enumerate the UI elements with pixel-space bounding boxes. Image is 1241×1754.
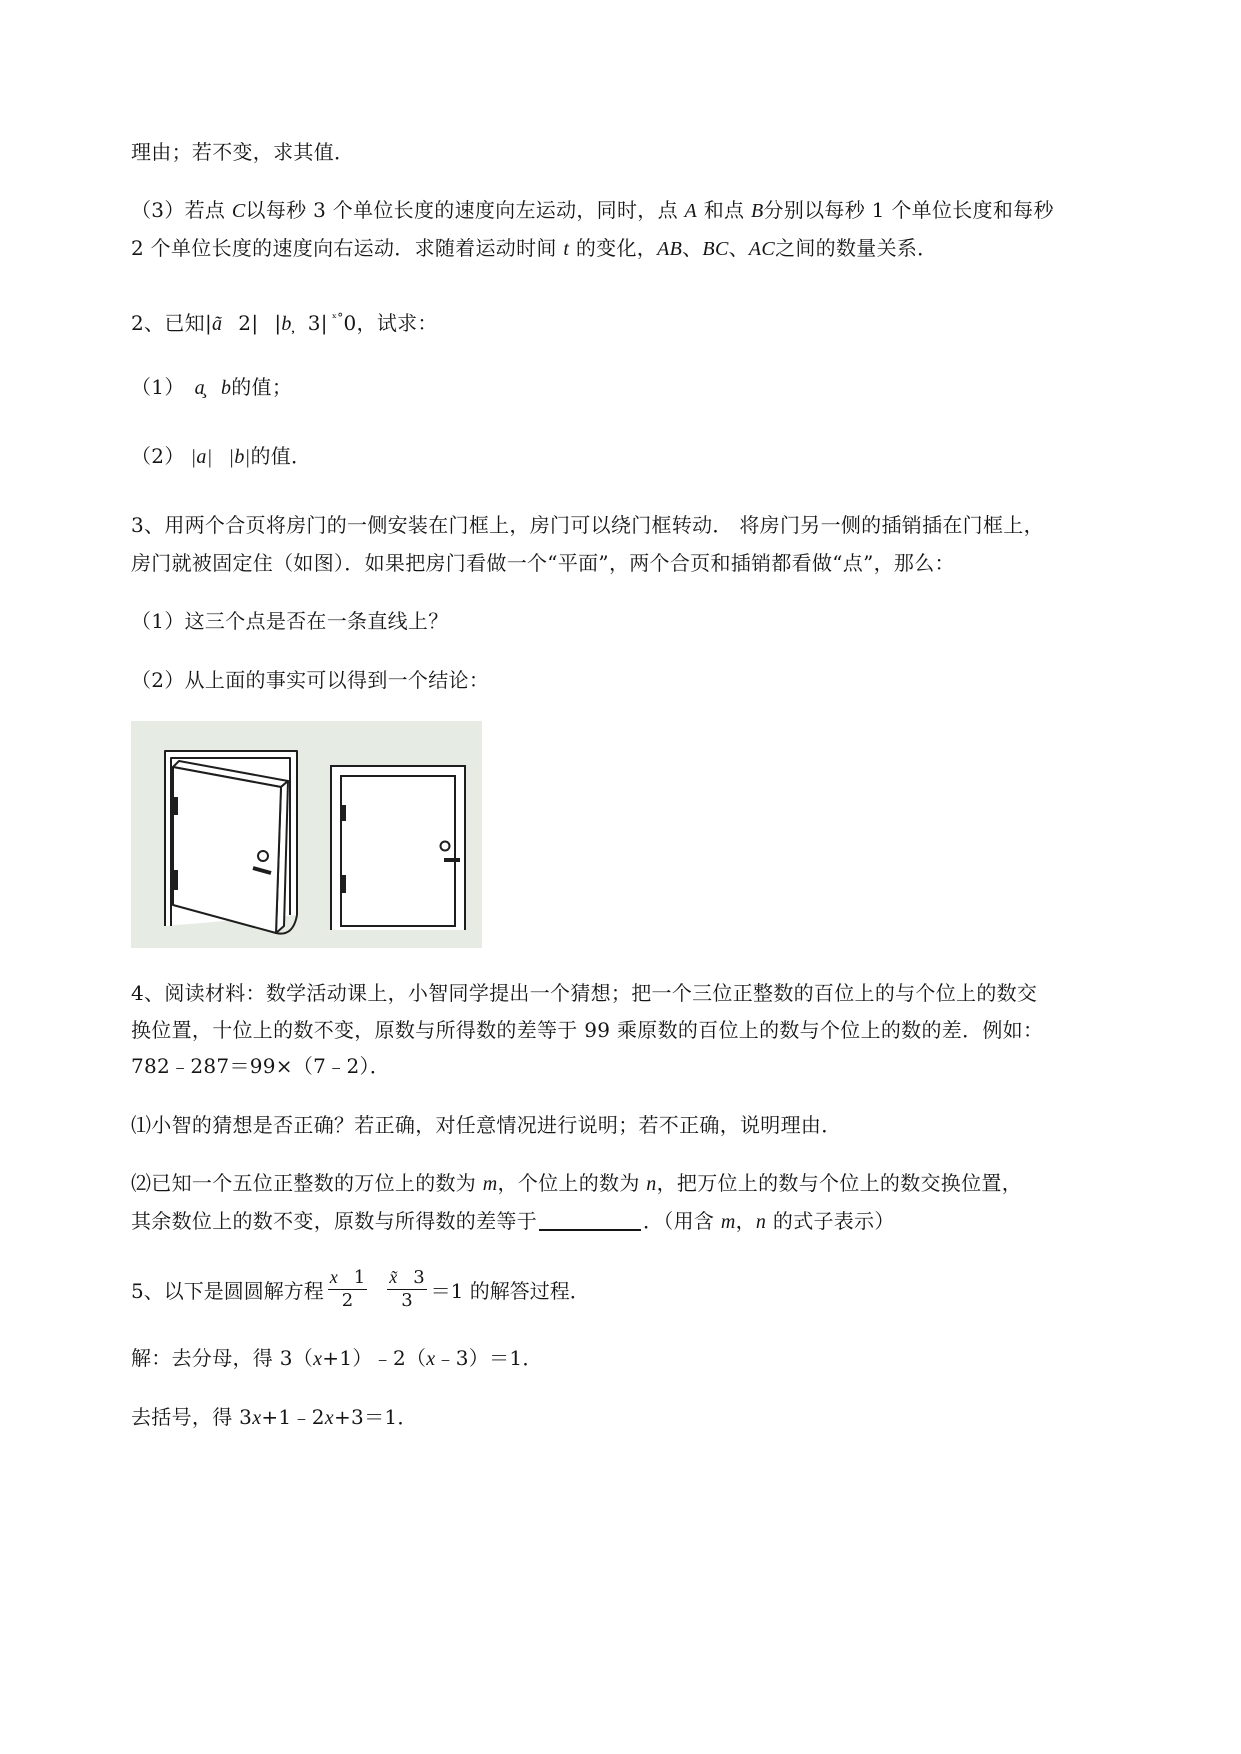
example-equation: 782﹣287＝99×（7﹣2）． [131,1054,391,1078]
text: 其余数位上的数不变，原数与所得数的差等于 [131,1209,537,1233]
hinge-bottom [341,875,346,893]
door-figure [131,721,482,948]
text: ⑵已知一个五位正整数的万位上的数为 [131,1171,483,1195]
fraction-denominator: 3 [401,1290,413,1311]
var-t: t [563,238,570,260]
formula-mark: ˣ° [331,311,344,325]
part-label: （1） [131,375,185,399]
var-m: m [720,1211,736,1233]
q4-part2-line2 [131,1209,895,1233]
formula-bar: | [320,311,328,335]
var-a: A [684,200,698,222]
text: +1﹣2 [261,1405,325,1429]
fraction-2 [387,1266,426,1312]
text: +3＝1． [333,1405,418,1429]
hinge-top [341,805,346,821]
formula-bar: | [251,311,259,335]
number: 3 [413,1267,425,1288]
fraction-numerator [387,1266,426,1290]
formula-bar: | [204,311,212,335]
q4-line2 [131,1018,1043,1042]
text: 4、阅读材料：数学活动课上，小智同学提出一个猜想；把一个三位正整数的百位上的与个位上的数交 [131,981,1038,1005]
q5-statement [131,1263,590,1315]
q3-line2 [131,551,955,575]
text: （1）这三个点是否在一条直线上？ [131,609,449,633]
text: ．（用含 [643,1209,721,1233]
fraction-numerator [328,1266,367,1290]
text: 的变化， [569,236,658,260]
text: 的值． [250,444,312,468]
text: ﹣3）＝1． [435,1346,543,1370]
fraction-1 [328,1266,367,1312]
q2-intro: 2、已知 [131,311,205,335]
part-label: （2） [131,444,185,468]
text: 的值； [231,375,293,399]
q4-line1 [131,981,1037,1005]
q1-part3-line1 [131,198,1054,222]
var-x: x [329,1267,338,1287]
q2-statement [131,306,438,335]
formula-number: 3 [307,311,321,335]
answer-blank [539,1209,641,1231]
door-open [165,751,297,934]
q2-part2 [131,444,311,468]
var-a: a̧ [194,377,205,399]
hinge-top [173,797,178,815]
q5-solution-step2 [131,1405,418,1429]
var-n: n [646,1173,657,1195]
q5-solution-step1 [131,1346,543,1370]
door-panel [341,776,455,926]
var-x: x [426,1348,436,1370]
text: 换位置，十位上的数不变，原数与所得数的差等于 99 乘原数的百位上的数与个位上的数的差．例如： [131,1018,1044,1042]
var-x: x [252,1407,262,1429]
separator: 、 [728,236,749,260]
var-m: m [482,1173,498,1195]
door-closed [331,766,465,930]
q1-tail-line [131,140,354,164]
text: 房门就被固定住（如图）．如果把房门看做一个“平面”，两个合页和插销都看做“点”，那么： [131,551,955,575]
q1-tail-text: 理由；若不变，求其值． [131,140,355,164]
q4-line3 [131,1054,390,1078]
q3-line1 [131,513,1044,537]
text: 3、用两个合页将房门的一侧安装在门框上，房门可以绕门框转动． 将房门另一侧的插销插在门框上， [131,513,1044,537]
text: 和点 [697,198,751,222]
text: 的式子表示） [766,1209,895,1233]
abs-b: |b| [228,446,251,468]
var-x: x̃ [389,1267,398,1287]
separator: 、 [682,236,703,260]
segment-bc: BC [702,238,729,260]
number: 1 [353,1267,366,1288]
formula-var-b: b̦ [281,313,292,335]
q4-part1 [131,1113,842,1137]
hinge-bottom [173,870,178,890]
var-x: x [324,1407,334,1429]
separator: ， [735,1209,756,1233]
q4-part2-line1 [131,1171,1022,1195]
text: ，个位上的数为 [497,1171,647,1195]
q2-part1 [131,375,292,399]
var-c: C [231,200,246,222]
q1-part3-line2 [131,236,937,260]
formula-bar: | [274,311,282,335]
text: 去括号，得 3 [131,1405,253,1429]
var-b: b [220,377,232,399]
text: ⑴小智的猜想是否正确？若正确，对任意情况进行说明；若不正确，说明理由． [131,1113,842,1137]
formula-var-a: ã [211,313,223,335]
text: 以每秒 3 个单位长度的速度向左运动，同时，点 [245,198,685,222]
segment-ac: AC [748,238,776,260]
text: 2 个单位长度的速度向右运动．求随着运动时间 [131,236,564,260]
var-b: B [750,200,764,222]
formula-number: 2 [238,311,252,335]
q3-part2 [131,668,489,692]
door-panel [173,767,281,933]
q3-part1 [131,609,449,633]
text: +1）﹣2（ [322,1346,427,1370]
q2-tail: ，试求： [356,311,438,335]
text: 之间的数量关系． [775,236,938,260]
text: ，把万位上的数与个位上的数交换位置， [656,1171,1022,1195]
text: 解：去分母，得 3（ [131,1346,314,1370]
abs-a: |a| [190,446,213,468]
fraction-denominator: 2 [341,1290,354,1311]
text: （2）从上面的事实可以得到一个结论： [131,668,490,692]
text: （3）若点 [131,198,232,222]
var-n: n [755,1211,767,1233]
q5-tail: ＝1 的解答过程． [430,1278,590,1303]
door-illustration [131,721,482,948]
text: 分别以每秒 1 个单位长度和每秒 [763,198,1054,222]
var-x: x [313,1348,323,1370]
formula-number: 0 [343,311,357,335]
segment-ab: AB [657,238,683,260]
q5-intro: 5、以下是圆圆解方程 [131,1278,324,1303]
